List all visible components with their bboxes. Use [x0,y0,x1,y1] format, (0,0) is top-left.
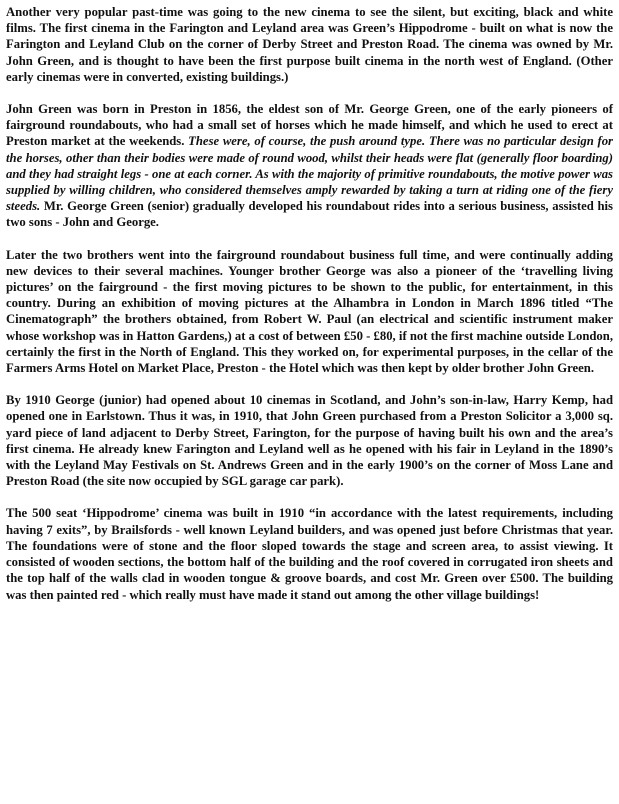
paragraph-hippodrome [6,505,613,602]
paragraph-text: Later the two brothers went into the fairground roundabout business full time, and were continually adding new devices to their several machines. Younger brother George was also a pioneer of the ‘travelling living pictures’ on the fairground - the first moving pictures to be shown to the public, for entertainment, in this country. During an exhibition of moving pictures at the Alhambra in London in March 1896 titled “The Cinematograph” the brothers obtained, from Robert W. Paul (an electrical and scientific instrument maker whose workshop was in Hatton Gardens,) at a cost of between £50 - £80, if not the first machine outside London, certainly the first in the North of England. This they worked on, for experimental purposes, in the cellar of the Farmers Arms Hotel on Market Place, Preston - the Hotel which was then kept by older brother John Green. [6,247,613,376]
document-page [6,4,613,619]
paragraph-1910 [6,392,613,489]
paragraph-text: Mr. George Green (senior) gradually developed his roundabout rides into a serious business, assisted his two sons - John and George. [6,199,613,230]
paragraph-italic-text: These were, of course, the push around type. There was no particular design for the horses, other than their bodies were made of round wood, whilst their heads were flat (generally floor boarding) and they had straight legs - one at each corner. As with the majority of primitive roundabouts, the motive power was supplied by willing children, who considered themselves amply rewarded by taking a turn at riding one of the fiery steeds. [6,134,613,214]
paragraph-text: John Green was born in Preston in 1856, the eldest son of Mr. George Green, one of the early pioneers of fairground roundabouts, who had a small set of horses which he made himself, and which he used to erect at Preston market at the weekends. [6,102,613,149]
paragraph-cinema-intro [6,4,613,85]
paragraph-john-green [6,101,613,231]
paragraph-text: Another very popular past-time was going to the new cinema to see the silent, but exciting, black and white films. The first cinema in the Farington and Leyland area was Green’s Hippodrome - built on what is now the Farington and Leyland Club on the corner of Derby Street and Preston Road. The cinema was owned by Mr. John Green, and is thought to have been the first purpose built cinema in the north west of England. (Other early cinemas were in converted, existing buildings.) [6,5,613,84]
paragraph-text: By 1910 George (junior) had opened about 10 cinemas in Scotland, and John’s son-in-law, Harry Kemp, had opened one in Earlstown. Thus it was, in 1910, that John Green purchased from a Preston Solicitor a 3,000 sq. yard piece of land adjacent to Derby Street, Farington, for the purpose of having built his own and the area’s first cinema. He already knew Farington and Leyland well as he opened with his fair in Leyland in the 1890’s with the Leyland May Festivals on St. Andrews Green and in the early 1900’s on the corner of Moss Lane and Preston Road (the site now occupied by SGL garage car park). [6,393,613,489]
paragraph-text: The 500 seat ‘Hippodrome’ cinema was built in 1910 “in accordance with the latest requirements, including having 7 exits”, by Brailsfords - well known Leyland builders, and was opened just before Christmas that year. The foundations were of stone and the floor sloped towards the stage and screen area, to assist viewing. It consisted of wooden sections, the bottom half of the building and the roof covered in corrugated iron sheets and the top half of the walls clad in wooden tongue & groove boards, and cost Mr. Green over £500. The building was then painted red - which really must have made it stand out among the other village buildings! [6,506,613,602]
paragraph-brothers [6,247,613,377]
